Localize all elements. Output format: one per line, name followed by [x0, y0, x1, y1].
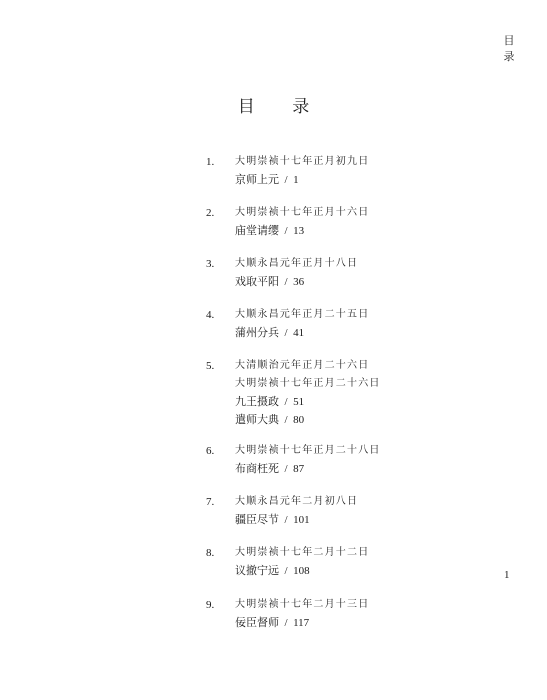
chapter-page: 108: [293, 565, 310, 577]
entry-date: 大明崇祯十七年正月十六日: [235, 207, 370, 218]
entry-body: [235, 306, 425, 342]
entry-number: 8.: [206, 547, 215, 559]
page-separator: /: [279, 396, 294, 408]
page-separator: /: [279, 514, 294, 526]
chapter-title: 佞臣督师: [235, 616, 279, 629]
chapter-page: 41: [293, 327, 305, 339]
entry-date: 大顺永昌元年二月初八日: [235, 496, 359, 507]
chapter-title: 疆臣尽节: [235, 513, 279, 526]
entry-number: 2.: [206, 207, 215, 219]
entry-body: [235, 153, 425, 189]
page-separator: /: [279, 565, 294, 577]
entry-number: 6.: [206, 445, 215, 457]
entry-date: 大明崇祯十七年二月十二日: [235, 547, 370, 558]
entry-number: 4.: [206, 309, 215, 321]
entry-date: 大顺永昌元年正月二十五日: [235, 309, 370, 320]
entry-number: 5.: [206, 360, 215, 372]
chapter-page: 117: [293, 617, 310, 629]
running-head: [499, 33, 519, 65]
entry-body: [235, 357, 425, 429]
chapter-title: 布商枉死: [235, 462, 279, 475]
chapter-title: 议撤宁远: [235, 564, 279, 577]
entry-body: [235, 544, 425, 580]
entry-number: 7.: [206, 496, 215, 508]
entry-body: [235, 204, 425, 240]
entry-body: [235, 493, 425, 529]
chapter-link[interactable]: [235, 562, 425, 580]
page-separator: /: [279, 327, 294, 339]
page-title: 目 录: [237, 97, 326, 117]
chapter-link[interactable]: [235, 222, 425, 240]
chapter-page: 80: [293, 414, 305, 426]
page-separator: /: [279, 617, 294, 629]
entry-date: 大明崇祯十七年正月二十八日: [235, 445, 381, 456]
entry-number: 3.: [206, 258, 215, 270]
running-head-char: 目: [503, 34, 515, 47]
chapter-link[interactable]: [235, 171, 425, 189]
page-separator: /: [279, 414, 294, 426]
chapter-page: 36: [293, 276, 305, 288]
entry-number: 9.: [206, 599, 215, 611]
chapter-title: 遣师大典: [235, 413, 279, 426]
chapter-link[interactable]: [235, 511, 425, 529]
page-separator: /: [279, 276, 294, 288]
chapter-title: 九王摄政: [235, 395, 279, 408]
entry-number: 1.: [206, 156, 215, 168]
chapter-title: 蒲州分兵: [235, 326, 279, 339]
chapter-link[interactable]: [235, 273, 425, 291]
chapter-page: 101: [293, 514, 310, 526]
page-number: 1: [504, 569, 510, 581]
chapter-title: 戏取平阳: [235, 275, 279, 288]
entry-date: 大顺永昌元年正月十八日: [235, 258, 359, 269]
chapter-page: 1: [293, 174, 299, 186]
entry-date: 大清顺治元年正月二十六日: [235, 360, 370, 371]
entry-date: 大明崇祯十七年正月初九日: [235, 156, 370, 167]
chapter-link[interactable]: [235, 411, 425, 429]
entry-body: [235, 255, 425, 291]
chapter-link[interactable]: [235, 324, 425, 342]
chapter-page: 13: [293, 225, 305, 237]
page-separator: /: [279, 463, 294, 475]
running-head-char: 录: [503, 50, 515, 63]
entry-body: [235, 442, 425, 478]
chapter-title: 京师上元: [235, 173, 279, 186]
chapter-link[interactable]: [235, 614, 425, 632]
chapter-link[interactable]: [235, 393, 425, 411]
chapter-title: 庙堂请缨: [235, 224, 279, 237]
entry-date: 大明崇祯十七年二月十三日: [235, 599, 370, 610]
entry-date: 大明崇祯十七年正月二十六日: [235, 378, 381, 389]
page-separator: /: [279, 225, 294, 237]
chapter-page: 51: [293, 396, 305, 408]
entry-body: [235, 596, 425, 632]
chapter-page: 87: [293, 463, 305, 475]
chapter-link[interactable]: [235, 460, 425, 478]
page-separator: /: [279, 174, 294, 186]
